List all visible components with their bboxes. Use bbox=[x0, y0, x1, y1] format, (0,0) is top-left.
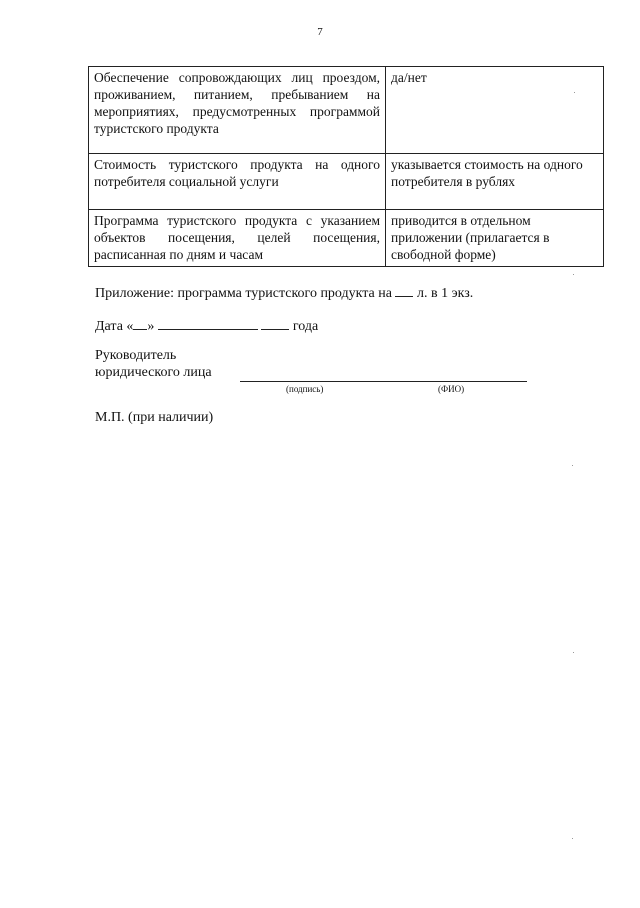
table-cell-label: Обеспечение сопровождающих лиц проездом, проживанием, питанием, пребыванием на мероприятиях, предусмотренных программой туристского продукта bbox=[89, 67, 386, 154]
signatory-line-2: юридического лица bbox=[95, 365, 212, 380]
scan-speck bbox=[573, 652, 574, 653]
table-row bbox=[89, 210, 604, 267]
signature-caption: (подпись) bbox=[286, 384, 324, 394]
year-blank bbox=[261, 316, 289, 330]
date-mid: » bbox=[147, 319, 155, 334]
table-cell-label: Стоимость туристского продукта на одного потребителя социальной услуги bbox=[89, 154, 386, 210]
attachment-prefix: Приложение: программа туристского продукта на bbox=[95, 286, 392, 301]
info-table bbox=[88, 66, 604, 267]
table-cell-value: приводится в отдельном приложении (прилагается в свободной форме) bbox=[386, 210, 604, 267]
month-blank bbox=[158, 316, 258, 330]
date-line bbox=[95, 316, 318, 335]
table-cell-label: Программа туристского продукта с указанием объектов посещения, целей посещения, расписанная по дням и часам bbox=[89, 210, 386, 267]
scan-speck bbox=[574, 92, 575, 93]
date-prefix: Дата « bbox=[95, 319, 134, 334]
name-caption: (ФИО) bbox=[438, 384, 465, 394]
pages-blank bbox=[395, 283, 413, 297]
scan-speck bbox=[572, 465, 573, 466]
table-row bbox=[89, 154, 604, 210]
signature-line bbox=[240, 381, 527, 382]
scan-speck bbox=[572, 838, 573, 839]
date-suffix: года bbox=[292, 319, 319, 334]
attachment-line bbox=[95, 283, 473, 302]
stamp-note: М.П. (при наличии) bbox=[95, 410, 214, 425]
day-blank bbox=[133, 316, 147, 330]
page-number: 7 bbox=[317, 26, 323, 38]
table-cell-value: да/нет bbox=[386, 67, 604, 154]
signatory-label bbox=[95, 347, 212, 381]
attachment-suffix: л. в 1 экз. bbox=[416, 286, 474, 301]
signatory-line-1: Руководитель bbox=[95, 348, 177, 363]
table-cell-value: указывается стоимость на одного потребителя в рублях bbox=[386, 154, 604, 210]
table-row bbox=[89, 67, 604, 154]
scan-speck bbox=[573, 274, 574, 275]
